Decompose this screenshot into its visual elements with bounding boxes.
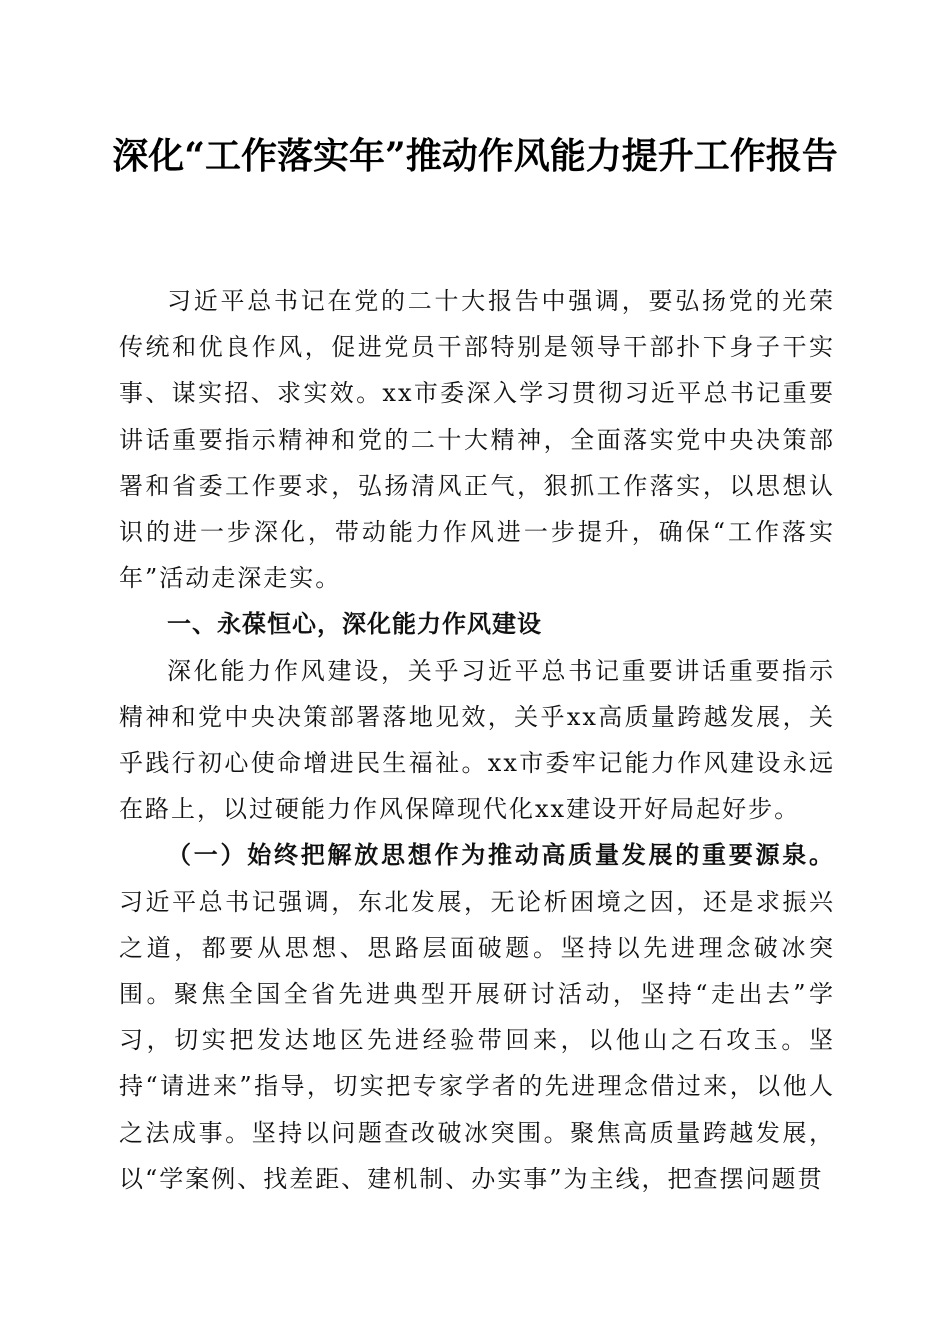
document-title: 深化“工作落实年”推动作风能力提升工作报告 <box>112 135 838 177</box>
section-heading: 一、永葆恒心，深化能力作风建设 <box>167 610 542 639</box>
subsection-paragraph <box>119 832 835 1202</box>
subsection-heading: （一）始终把解放思想作为推动高质量发展的重要源泉。 <box>167 840 835 870</box>
subsection-text: 习近平总书记强调，东北发展，无论析困境之因，还是求振兴之道，都要从思想、思路层面破题。坚持以先进理念破冰突围。聚焦全国全省先进典型开展研讨活动，坚持“走出去”学习，切实把发达地区先进经验带回来，以他山之石攻玉。坚持“请进来”指导，切实把专家学者的先进理念借过来，以他人之法成事。坚持以问题查改破冰突围。聚焦高质量跨越发展，以“学案例、找差距、建机制、办实事”为主线，把查摆问题贯 <box>119 887 835 1193</box>
section-paragraph: 深化能力作风建设，关乎习近平总书记重要讲话重要指示精神和党中央决策部署落地见效，关乎xx高质量跨越发展，关乎践行初心使命增进民生福祉。xx市委牢记能力作风建设永远在路上，以过硬能力作风保障现代化xx建设开好局起好步。 <box>119 656 835 824</box>
document-body <box>119 278 835 1202</box>
intro-paragraph: 习近平总书记在党的二十大报告中强调，要弘扬党的光荣传统和优良作风，促进党员干部特别是领导干部扑下身子干实事、谋实招、求实效。xx市委深入学习贯彻习近平总书记重要讲话重要指示精神和党的二十大精神，全面落实党中央决策部署和省委工作要求，弘扬清风正气，狠抓工作落实，以思想认识的进一步深化，带动能力作风进一步提升，确保“工作落实年”活动走深走实。 <box>119 287 835 593</box>
